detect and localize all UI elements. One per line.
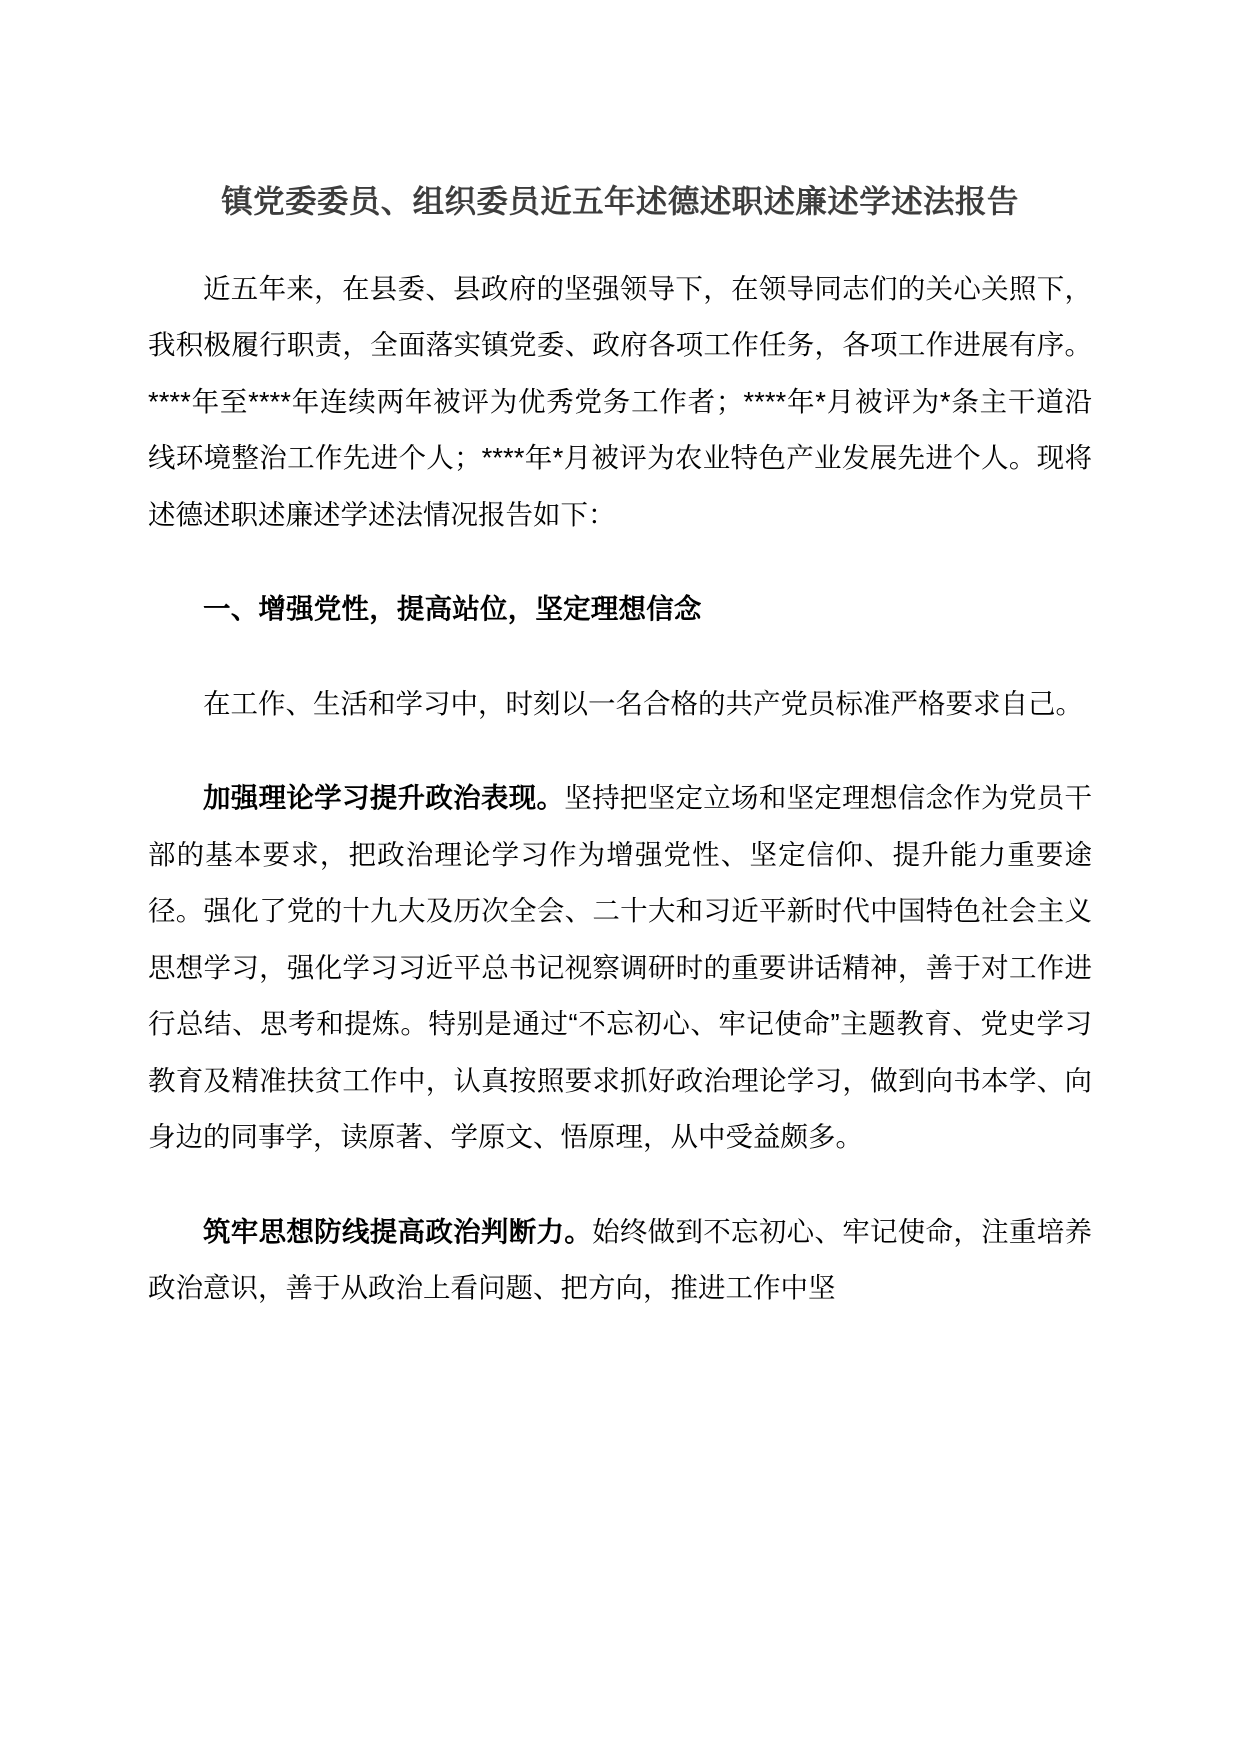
- paragraph-ideological-defense-lead: 筑牢思想防线提高政治判断力。: [203, 1215, 593, 1247]
- page-title-text: 镇党委委员、组织委员近五年述德述职述廉述学述法报告: [221, 183, 1019, 219]
- section-heading-1: 一、增强党性，提高站位，坚定理想信念: [203, 593, 702, 625]
- paragraph-ideological-defense-body: 始终做到不忘初心、牢记使命，注重培养政治意识，善于从政治上看问题、把方向，推进工作中坚: [148, 1215, 1092, 1304]
- paragraph-theory-study-body: 坚持把坚定立场和坚定理想信念作为党员干部的基本要求，把政治理论学习作为增强党性、坚定信仰、提升能力重要途径。强化了党的十九大及历次全会、二十大和习近平新时代中国特色社会主义思想学习，强化学习习近平总书记视察调研时的重要讲话精神，善于对工作进行总结、思考和提炼。特别是通过“不忘初心、牢记使命”主题教育、党史学习教育及精准扶贫工作中，认真按照要求抓好政治理论学习，做到向书本学、向身边的同事学，读原著、学原文、悟原理，从中受益颇多。: [148, 782, 1093, 1153]
- paragraph-introduction: 近五年来，在县委、县政府的坚强领导下，在领导同志们的关心关照下，我积极履行职责，全面落实镇党委、政府各项工作任务，各项工作进展有序。****年至****年连续两年被评为优秀党务工作者；****年*月被评为*条主干道沿线环境整治工作先进个人；****年*月被评为农业特色产业发展先进个人。现将述德述职述廉述学述法情况报告如下：: [148, 272, 1092, 530]
- paragraph-self-requirement: 在工作、生活和学习中，时刻以一名合格的共产党员标准严格要求自己。: [203, 687, 1083, 719]
- paragraph-ideological-defense: [148, 1204, 1092, 1317]
- page-title: [148, 0, 1092, 223]
- paragraph-theory-study-lead: 加强理论学习提升政治表现。: [203, 782, 565, 814]
- document-content: [148, 0, 1092, 1317]
- paragraph-theory-study: [148, 770, 1092, 1166]
